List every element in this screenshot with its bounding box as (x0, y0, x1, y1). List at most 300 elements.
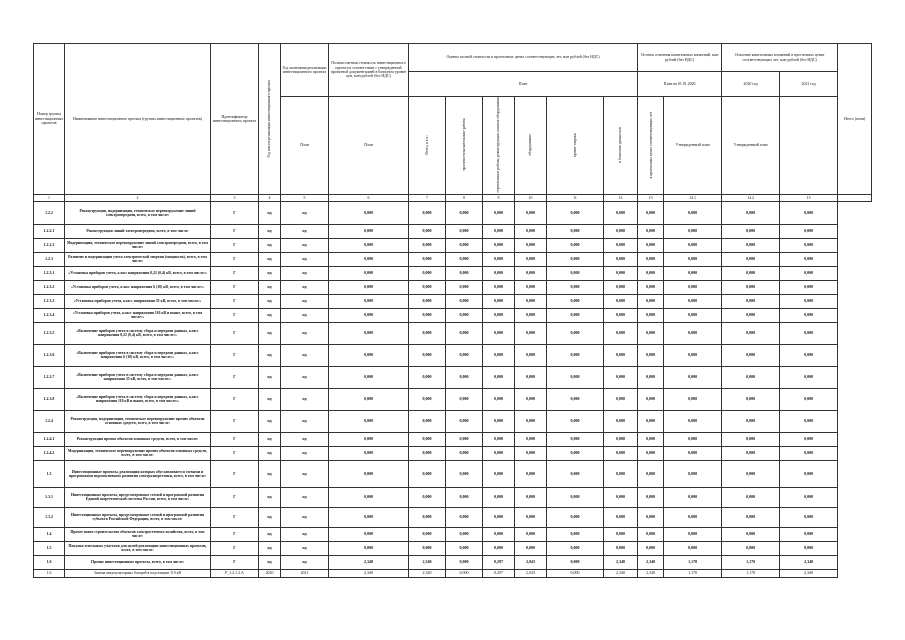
row-year-end: нд (281, 446, 329, 460)
row-value: 2,043 (515, 555, 547, 569)
row-id: Г (211, 344, 259, 366)
row-id: Г (211, 280, 259, 294)
row-value: 0,000 (483, 446, 515, 460)
row-value: 0,000 (664, 460, 722, 487)
row-value: 0,000 (409, 487, 446, 507)
colnum: 10 (515, 194, 547, 201)
row-year-start: нд (259, 280, 281, 294)
row-value: 0,000 (515, 224, 547, 238)
row-value: 0,000 (329, 507, 409, 527)
row-name: Реконструкция линий электропередачи, всего, в том числе: (65, 224, 211, 238)
row-value: 0,000 (329, 446, 409, 460)
row-year-start: нд (259, 460, 281, 487)
row-value: 0,000 (329, 308, 409, 322)
row-value: 0,000 (515, 410, 547, 432)
row-value: 2,340 (409, 569, 446, 577)
row-name: Реконструкция, модернизация, техническое перевооружение линий электропередачи, всего, в том числе: (65, 201, 211, 224)
row-value: 0,000 (664, 252, 722, 266)
row-value: 0,000 (515, 344, 547, 366)
row-value: 1,170 (722, 569, 780, 577)
row-value: 0,000 (446, 460, 483, 487)
row-id: Г (211, 410, 259, 432)
row-value: 0,000 (722, 201, 780, 224)
row-value: 0,000 (664, 280, 722, 294)
row-year-start: 2020 (259, 569, 281, 577)
row-value: 0,000 (638, 507, 664, 527)
row-value: 0,000 (483, 266, 515, 280)
column-number-row (34, 194, 872, 201)
table-row (34, 366, 872, 388)
row-year-end: нд (281, 201, 329, 224)
row-value: 0,000 (664, 294, 722, 308)
row-value: 0,000 (604, 266, 638, 280)
row-year-start: нд (259, 344, 281, 366)
row-name: «Установка приборов учета, класс напряжения 6 (10) кВ, всего, в том числе:» (65, 280, 211, 294)
row-code: 1.2.3.3 (34, 294, 65, 308)
row-value: 0,000 (604, 432, 638, 446)
row-value: 0,000 (722, 322, 780, 344)
row-value: 0,000 (780, 252, 838, 266)
row-value: 0,000 (780, 294, 838, 308)
row-value: 0,000 (638, 460, 664, 487)
colnum: 8 (446, 194, 483, 201)
row-value: 0,000 (638, 224, 664, 238)
row-value: 0,000 (664, 344, 722, 366)
row-value: 0,000 (780, 527, 838, 541)
row-value: 0,000 (547, 432, 604, 446)
row-value: 0,000 (409, 294, 446, 308)
row-value: 0,000 (638, 541, 664, 555)
row-value: 0,000 (483, 487, 515, 507)
header-plan-estimate: План (409, 72, 638, 97)
row-value: 0,000 (604, 280, 638, 294)
row-value: 0,000 (515, 432, 547, 446)
row-value: 2,340 (329, 555, 409, 569)
header-other: прочие затраты (547, 97, 604, 195)
row-value: 0,000 (604, 344, 638, 366)
row-value: 2,340 (604, 569, 638, 577)
row-id: Г (211, 266, 259, 280)
row-id: Г (211, 201, 259, 224)
row-value: 0,000 (780, 224, 838, 238)
row-code: 1.2.3.5 (34, 322, 65, 344)
row-value: 0,000 (638, 446, 664, 460)
row-value: 0,000 (722, 344, 780, 366)
row-value: 0,000 (409, 541, 446, 555)
row-value: 0,000 (515, 252, 547, 266)
row-value: 0,000 (547, 410, 604, 432)
row-code: 1.5 (34, 541, 65, 555)
row-value: 0,000 (638, 280, 664, 294)
table-row (34, 555, 872, 569)
row-value: 0,000 (515, 541, 547, 555)
row-year-start: нд (259, 527, 281, 541)
row-value: 0,000 (780, 432, 838, 446)
header-estimate: Оценка полной стоимости в прогнозных ценах соответствующих лет, млн рублей (без НДС) (409, 44, 638, 72)
header-blank (780, 97, 838, 195)
row-value: 0,000 (664, 201, 722, 224)
colnum: 15 (780, 194, 838, 201)
colnum: 13 (638, 194, 664, 201)
row-value: 0,000 (515, 388, 547, 410)
row-value: 0,000 (409, 366, 446, 388)
header-approved-2021: Утвержденный план (722, 97, 780, 195)
table-row (34, 201, 872, 224)
row-name: «Установка приборов учета, класс напряжения 0,22 (0,4) кВ, всего, в том числе:» (65, 266, 211, 280)
row-value: 0,000 (780, 388, 838, 410)
table-row (34, 308, 872, 322)
row-value: 0,000 (547, 487, 604, 507)
row-year-start: нд (259, 446, 281, 460)
row-value: 0,000 (483, 541, 515, 555)
row-value: 0,000 (446, 446, 483, 460)
header-equipment: оборудование (515, 97, 547, 195)
row-value: 0,000 (547, 460, 604, 487)
colnum: 4 (259, 194, 281, 201)
table-row (34, 446, 872, 460)
row-id: Г (211, 238, 259, 252)
row-value: 0,000 (446, 388, 483, 410)
row-value: 1,170 (664, 569, 722, 577)
row-value: 0,000 (722, 487, 780, 507)
row-year-end: нд (281, 322, 329, 344)
row-year-start: нд (259, 388, 281, 410)
row-value: 0,000 (515, 201, 547, 224)
row-value: 0,000 (604, 224, 638, 238)
row-value: 0,000 (446, 541, 483, 555)
row-value: 0,000 (446, 252, 483, 266)
row-year-end: нд (281, 410, 329, 432)
row-value: 0,000 (780, 344, 838, 366)
row-value: 0,000 (664, 487, 722, 507)
row-value: 2,340 (780, 569, 838, 577)
table-row (34, 294, 872, 308)
row-name: «Установка приборов учета, класс напряжения 110 кВ и выше, всего, в том числе:» (65, 308, 211, 322)
table-row (34, 410, 872, 432)
row-value: 1,170 (722, 555, 780, 569)
row-code: 1.2.4.1 (34, 432, 65, 446)
row-value: 0,000 (664, 527, 722, 541)
row-id: Г (211, 294, 259, 308)
row-year-start: нд (259, 555, 281, 569)
row-value: 0,000 (515, 322, 547, 344)
row-value: 0,000 (664, 446, 722, 460)
row-value: 0,000 (664, 432, 722, 446)
row-year-end: нд (281, 280, 329, 294)
row-value: 0,000 (780, 410, 838, 432)
row-year-start: нд (259, 507, 281, 527)
row-value: 0,000 (664, 266, 722, 280)
header-remainder-forecast: в прогнозных ценах соответствующих лет (638, 97, 664, 195)
row-code: 1.2.4.2 (34, 446, 65, 460)
row-name: «Установка приборов учета, класс напряжения 35 кВ, всего, в том числе:» (65, 294, 211, 308)
row-year-start: нд (259, 487, 281, 507)
row-year-start: нд (259, 238, 281, 252)
colnum: 14.1 (664, 194, 722, 201)
row-value: 0,000 (722, 294, 780, 308)
header-all: Всего, в т.ч.: (409, 97, 446, 195)
table-row (34, 432, 872, 446)
row-value: 0,000 (780, 266, 838, 280)
row-value: 0,000 (638, 322, 664, 344)
row-year-end: нд (281, 294, 329, 308)
row-code: 1.2.4 (34, 410, 65, 432)
row-value: 0,000 (483, 366, 515, 388)
row-code: 1.2.3.1 (34, 266, 65, 280)
row-value: 0,000 (722, 432, 780, 446)
row-value: 0,000 (722, 527, 780, 541)
row-value: 0,000 (446, 366, 483, 388)
row-year-end: нд (281, 507, 329, 527)
row-value: 0,000 (638, 527, 664, 541)
row-name: Инвестиционные проекты, предусмотренные схемой и программой развития субъекта Российской Федерации, всего, в том числе: (65, 507, 211, 527)
row-value: 0,000 (409, 344, 446, 366)
colnum: 6 (329, 194, 409, 201)
row-value: 0,000 (329, 388, 409, 410)
row-value: 0,000 (409, 224, 446, 238)
row-id: Г (211, 432, 259, 446)
row-value: 0,000 (664, 388, 722, 410)
row-name: Прочее новое строительство объектов электросетевого хозяйства, всего, в том числе: (65, 527, 211, 541)
row-value: 0,000 (722, 507, 780, 527)
row-value: 0,000 (722, 224, 780, 238)
header-remainder: Остаток освоения капитальных вложений, млн рублей (без НДС) (638, 44, 722, 72)
table-row (34, 252, 872, 266)
colnum: 11 (547, 194, 604, 201)
row-year-start: нд (259, 366, 281, 388)
row-value: 0,000 (604, 527, 638, 541)
row-value: 0,000 (329, 224, 409, 238)
row-value: 0,000 (446, 569, 483, 577)
row-value: 0,000 (409, 238, 446, 252)
row-name: «Включение приборов учета в систему сбора и передачи данных, класс напряжения 0,22 (0,4) кВ, всего, в том числе:» (65, 322, 211, 344)
row-value: 0,000 (409, 446, 446, 460)
row-value: 0,000 (329, 201, 409, 224)
row-id: Г (211, 322, 259, 344)
header-full-cost: Полная сметная стоимость инвестиционного проекта в соответствии с утвержденной проектной документацией в базисном уровне цен, млн рублей (без НДС) (329, 44, 409, 97)
row-value: 0,000 (638, 201, 664, 224)
row-value: 0,000 (547, 344, 604, 366)
row-value: 0,000 (409, 308, 446, 322)
row-value: 0,000 (547, 308, 604, 322)
row-name: Покупка земельных участков для целей реализации инвестиционных проектов, всего, в том числе: (65, 541, 211, 555)
row-value: 0,000 (638, 238, 664, 252)
row-name: Инвестиционные проекты, реализация которых обуславливается схемами и программами перспективного развития электроэнергетики, всего, в том числе: (65, 460, 211, 487)
row-value: 0,000 (547, 252, 604, 266)
row-value: 0,000 (604, 541, 638, 555)
row-year-end: нд (281, 460, 329, 487)
row-value: 2,340 (638, 569, 664, 577)
row-value: 0,000 (409, 388, 446, 410)
row-year-start: нд (259, 308, 281, 322)
row-value: 0,000 (722, 266, 780, 280)
row-value: 0,000 (722, 366, 780, 388)
row-value: 0,000 (604, 308, 638, 322)
row-year-end: нд (281, 224, 329, 238)
row-value: 0,000 (409, 507, 446, 527)
colnum: 5 (281, 194, 329, 201)
row-value: 0,000 (722, 446, 780, 460)
row-year-end: нд (281, 266, 329, 280)
row-value: 0,000 (483, 460, 515, 487)
row-id: Г (211, 487, 259, 507)
row-value: 0,000 (329, 410, 409, 432)
row-value: 0,000 (515, 366, 547, 388)
row-year-start: нд (259, 432, 281, 446)
row-value: 0,000 (515, 487, 547, 507)
row-name: Модернизация, техническое перевооружение линий электропередачи, всего, в том числе: (65, 238, 211, 252)
row-year-end: нд (281, 366, 329, 388)
row-name: Реконструкция прочих объектов основных средств, всего, в том числе: (65, 432, 211, 446)
row-code: 1.2.3.6 (34, 344, 65, 366)
row-value: 0,000 (329, 527, 409, 541)
row-value: 0,000 (483, 252, 515, 266)
row-value: 0,000 (329, 322, 409, 344)
row-value: 0,000 (780, 201, 838, 224)
row-value: 0,000 (483, 280, 515, 294)
row-value: 0,000 (409, 432, 446, 446)
row-value: 0,000 (722, 252, 780, 266)
row-value: 0,000 (722, 460, 780, 487)
row-value: 0,000 (664, 238, 722, 252)
row-id: Г (211, 555, 259, 569)
row-value: 0,000 (446, 280, 483, 294)
row-code: 1.2.3.4 (34, 308, 65, 322)
row-id: Г (211, 446, 259, 460)
row-value: 0,000 (446, 266, 483, 280)
row-value: 0,000 (409, 201, 446, 224)
row-value: 0,000 (446, 201, 483, 224)
row-value: 0,000 (515, 294, 547, 308)
row-name: «Включение приборов учета в систему сбора и передачи данных, класс напряжения 35 кВ, всего, в том числе:» (65, 366, 211, 388)
header-year-start: Год начала реализации инвестиционного проекта (259, 44, 281, 195)
row-value: 0,000 (604, 201, 638, 224)
row-value: 0,000 (483, 388, 515, 410)
row-value: 0,000 (638, 252, 664, 266)
row-value: 0,000 (446, 238, 483, 252)
row-year-start: нд (259, 322, 281, 344)
header-remainder-base: в базисном уровне цен (604, 97, 638, 195)
row-value: 0,000 (446, 410, 483, 432)
row-value: 0,000 (515, 507, 547, 527)
row-value: 0,000 (329, 294, 409, 308)
row-value: 0,000 (547, 527, 604, 541)
row-id: Г (211, 252, 259, 266)
row-code: 1.6 (34, 555, 65, 569)
row-value: 0,000 (780, 308, 838, 322)
row-year-end: нд (281, 432, 329, 446)
header-pir: проектно-изыскательские работы (446, 97, 483, 195)
table-row (34, 280, 872, 294)
row-code: 1.3.1 (34, 487, 65, 507)
row-value: 0,000 (722, 410, 780, 432)
row-name: Прочие инвестиционные проекты, всего, в том числе: (65, 555, 211, 569)
header-total: Итого (план) (838, 44, 872, 195)
header-project-name: Наименование инвестиционного проекта (группы инвестиционных проектов) (65, 44, 211, 195)
row-value: 0,000 (446, 308, 483, 322)
row-value: 0,000 (722, 280, 780, 294)
row-value: 0,000 (446, 322, 483, 344)
row-id: Г (211, 224, 259, 238)
row-value: 0,000 (664, 410, 722, 432)
row-year-start: нд (259, 201, 281, 224)
row-value: 0,000 (515, 446, 547, 460)
row-code: 1.3.2 (34, 507, 65, 527)
header-project-id: Идентификатор инвестиционного проекта (211, 44, 259, 195)
row-value: 0,000 (483, 308, 515, 322)
row-value: 0,000 (547, 569, 604, 577)
row-value: 0,000 (722, 541, 780, 555)
row-year-end: нд (281, 344, 329, 366)
row-code: 1.2.3.8 (34, 388, 65, 410)
row-year-end: нд (281, 541, 329, 555)
row-year-end: нд (281, 308, 329, 322)
row-year-start: нд (259, 294, 281, 308)
row-code: 1.2.2 (34, 201, 65, 224)
row-code: 1.2.2.1 (34, 224, 65, 238)
row-year-end: нд (281, 487, 329, 507)
row-value: 0,000 (547, 446, 604, 460)
row-value: 0,000 (547, 366, 604, 388)
header-year-2020: 2020 год (722, 72, 780, 97)
table-row (34, 487, 872, 507)
row-value: 0,000 (547, 388, 604, 410)
row-id: Г (211, 308, 259, 322)
row-value: 0,000 (329, 432, 409, 446)
row-value: 0,000 (446, 224, 483, 238)
row-value: 0,000 (780, 322, 838, 344)
row-value: 0,000 (409, 266, 446, 280)
header-capital-plan: Освоение капитальных вложений в прогнозных ценах соответствующих лет, млн рублей (без НДС) (722, 44, 838, 72)
row-value: 0,000 (446, 555, 483, 569)
investment-table (33, 43, 872, 578)
row-value: 0,000 (483, 527, 515, 541)
row-value: 0,000 (547, 280, 604, 294)
row-value: 2,340 (604, 555, 638, 569)
row-name: «Включение приборов учета в систему сбора и передачи данных, класс напряжения 110 кВ и выше, всего, в том числе:» (65, 388, 211, 410)
row-value: 0,000 (780, 541, 838, 555)
row-value: 0,000 (409, 252, 446, 266)
row-value: 0,000 (483, 238, 515, 252)
row-value: 0,000 (638, 294, 664, 308)
row-value: 0,000 (638, 410, 664, 432)
table-row (34, 569, 872, 577)
colnum: 14.2 (722, 194, 780, 201)
row-value: 0,000 (515, 527, 547, 541)
row-value: 0,000 (638, 487, 664, 507)
row-value: 0,000 (547, 322, 604, 344)
row-value: 0,000 (780, 460, 838, 487)
row-value: 0,000 (780, 487, 838, 507)
row-value: 0,000 (780, 238, 838, 252)
table-row (34, 322, 872, 344)
row-value: 0,000 (409, 280, 446, 294)
table-row (34, 238, 872, 252)
row-value: 0,297 (483, 569, 515, 577)
row-value: 0,000 (446, 527, 483, 541)
row-value: 0,000 (664, 507, 722, 527)
row-code: 1.6 (34, 569, 65, 577)
table-row (34, 460, 872, 487)
row-name: Развитие и модернизация учета электрической энергии (мощности), всего, в том числе: (65, 252, 211, 266)
header-approved-2020: Утвержденный план (664, 97, 722, 195)
table-body (34, 201, 872, 577)
row-value: 0,000 (604, 252, 638, 266)
row-year-start: нд (259, 541, 281, 555)
row-value: 0,000 (515, 280, 547, 294)
row-value: 0,000 (604, 322, 638, 344)
header-year-end: Год окончания реализации инвестиционного проекта (281, 44, 329, 97)
